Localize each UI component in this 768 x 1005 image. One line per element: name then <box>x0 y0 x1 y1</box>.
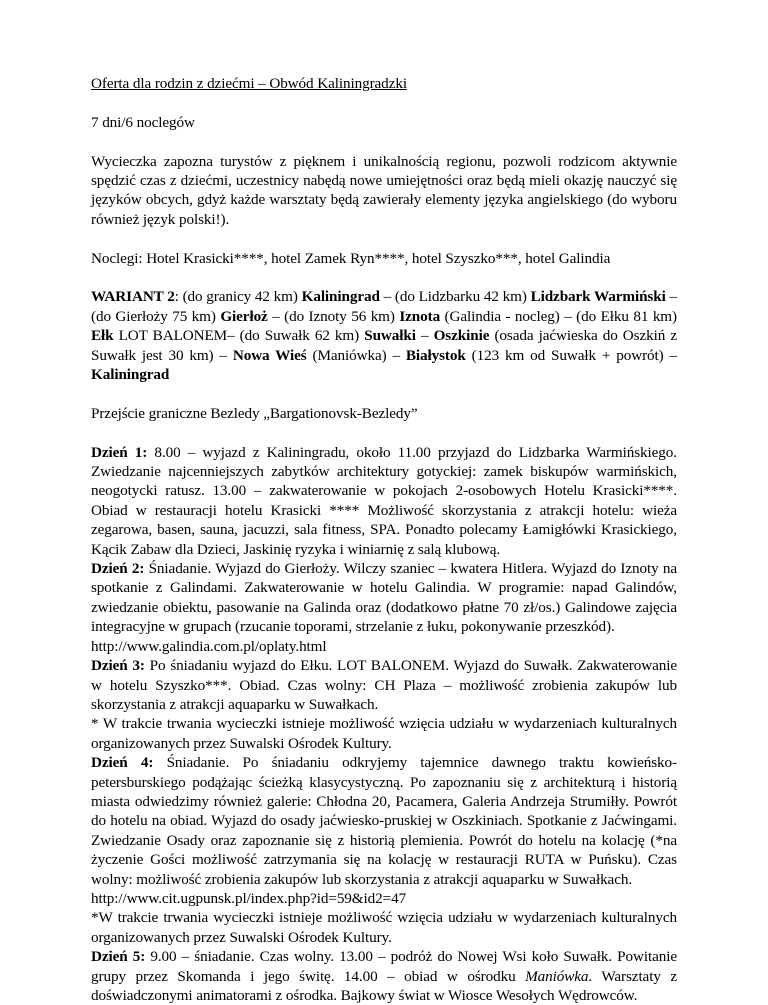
document-title: Oferta dla rodzin z dziećmi – Obwód Kaliningradzki <box>91 75 407 92</box>
variant-label: WARIANT 2 <box>91 288 175 306</box>
day-5-paragraph <box>91 947 677 1005</box>
variant-text: – (do Lidzbarku 42 km) <box>379 288 531 306</box>
day-text: Śniadanie. Wyjazd do Gierłoży. Wilczy szaniec – kwatera Hitlera. Wyjazd do Iznoty na spotkanie z Galindami. Zakwaterowanie w hotelu Galindia. W programie: napad Galindów, zwiedzanie obiektu, pasowanie na Galinda oraz (dodatkowo płatne 70 zł/os.) Galindowe zajęcia integracyjne w grupach (rzucanie toporami, strzelanie z łuku, pokonywanie przeszkód). <box>91 560 677 636</box>
day-3-paragraph <box>91 656 677 714</box>
place-name: Iznota <box>399 307 441 325</box>
galindia-link[interactable]: http://www.galindia.com.pl/oplaty.html <box>91 637 327 655</box>
culture-note-2: *W trakcie trwania wycieczki istnieje możliwość wzięcia udziału w wydarzeniach kulturalnych organizowanych przez Suwalski Ośrodek Kultury. <box>91 909 677 946</box>
document-page <box>91 74 677 1005</box>
variant-text: (Galindia - nocleg) – (do Ełku 81 km) <box>440 307 677 325</box>
place-name: Lidzbark Warmiński <box>530 288 666 306</box>
place-name: Kaliningrad <box>91 366 170 384</box>
variant-text: – (do Iznoty 56 km) <box>267 307 400 325</box>
day-label: Dzień 1: <box>91 443 148 461</box>
day-label: Dzień 4: <box>91 754 154 772</box>
variant-text: (123 km od Suwałk + powrót) – <box>465 346 678 364</box>
place-name: Suwałki <box>364 327 416 345</box>
variant-text: (Maniówka) – <box>306 346 406 364</box>
variant-text: LOT BALONEM– (do Suwałk 62 km) <box>113 327 365 345</box>
day-1-paragraph <box>91 443 677 559</box>
day-text: 9.00 – śniadanie. Czas wolny. 13.00 – podróż do Nowej Wsi koło Suwałk. Powitanie grupy przez Skomanda i jego świtę. 14.00 – obiad w ośrodku <box>91 948 678 985</box>
intro-paragraph: Wycieczka zapozna turystów z pięknem i unikalnością regionu, pozwoli rodzicom aktywnie spędzić czas z dziećmi, uczestnicy nabędą nowe umiejętności oraz będą mieli okazję nauczyć się języków obcych, gdyż każde warsztaty będą zawierały elementy języka angielskiego (do wyboru również język polski!). <box>91 152 677 228</box>
place-name: Ełk <box>91 327 114 345</box>
day-text: Śniadanie. Po śniadaniu odkryjemy tajemnice dawnego traktu kowieńsko-petersburskiego podążając ścieżką klasycystyczną. Po zapoznaniu się z architekturą i historią miasta odwiedzimy również galerie: Chłodna 20, Pacamera, Galeria Andrzeja Strumiłły. Powrót do hotelu na obiad. Wyjazd do osady jaćwiesko-pruskiej w Oszkiniach. Spotkanie z Jaćwingami. Zwiedzanie Osady oraz zapoznanie się z historią plemienia. Powrót do hotelu na kolację (*na życzenie Gości możliwość zatrzymania się na kolację w restauracji RUTA w Puńsku). Czas wolny: możliwość zrobienia zakupów lub skorzystania z atrakcji aquaparku w Suwałkach. <box>91 754 677 888</box>
day-text: 8.00 – wyjazd z Kaliningradu, około 11.00 przyjazd do Lidzbarka Warmińskiego. Zwiedzanie najcenniejszych zabytków architektury gotyckiej: zamek biskupów warmińskich, neogotycki ratusz. 13.00 – zakwaterowanie w pokojach 2-osobowych Hotelu Krasicki****. Obiad w restauracji hotelu Krasicki **** Możliwość skorzystania z atrakcji hotelu: wieża zegarowa, basen, sauna, jacuzzi, sala fitness, SPA. Ponadto polecamy Łamigłówki Krasickiego, Kącik Zabaw dla Dzieci, Jaskinię ryzyka i winiarnię z salą klubową. <box>91 443 677 558</box>
variant-text: – (do Gierłoży 75 km) <box>91 288 677 325</box>
day-4-paragraph <box>91 753 677 889</box>
variant-text: : (do granicy 42 km) <box>174 288 302 306</box>
variant-paragraph <box>91 287 677 384</box>
cit-link[interactable]: http://www.cit.ugpunsk.pl/index.php?id=59&id2=47 <box>91 889 407 907</box>
variant-text: – <box>415 327 434 345</box>
day-label: Dzień 3: <box>91 657 145 675</box>
day-label: Dzień 2: <box>91 560 145 578</box>
day-label: Dzień 5: <box>91 948 146 966</box>
place-name: Kaliningrad <box>301 288 380 306</box>
place-name: Gierłoż <box>220 307 268 325</box>
place-name: Oszkinie <box>433 327 490 345</box>
place-name: Nowa Wieś <box>232 346 307 364</box>
day-2-paragraph <box>91 559 677 637</box>
variant-text: (osada jaćwieska do Oszkiń z Suwałk jest 30 km) – <box>91 327 677 364</box>
culture-note-1: * W trakcie trwania wycieczki istnieje możliwość wzięcia udziału w wydarzeniach kulturalnych organizowanych przez Suwalski Ośrodek Kultury. <box>91 715 677 752</box>
day-text: Po śniadaniu wyjazd do Ełku. LOT BALONEM. Wyjazd do Suwałk. Zakwaterowanie w hotelu Szyszko***. Obiad. Czas wolny: CH Plaza – możliwość zrobienia zakupów lub skorzystania z atrakcji aquaparku w Suwałkach. <box>91 657 677 713</box>
lodging-paragraph: Noclegi: Hotel Krasicki****, hotel Zamek Ryn****, hotel Szyszko***, hotel Galindia <box>91 249 611 267</box>
place-italic: Maniówka <box>525 967 589 985</box>
border-crossing-paragraph: Przejście graniczne Bezledy „Bargationovsk-Bezledy” <box>91 404 418 422</box>
day-text: . Warsztaty z doświadczonymi animatorami z ośrodka. Bajkowy świat w Wiosce Wesołych Wędrowców. <box>91 967 677 1004</box>
duration-text: 7 dni/6 noclegów <box>91 113 195 131</box>
place-name: Białystok <box>405 346 466 364</box>
